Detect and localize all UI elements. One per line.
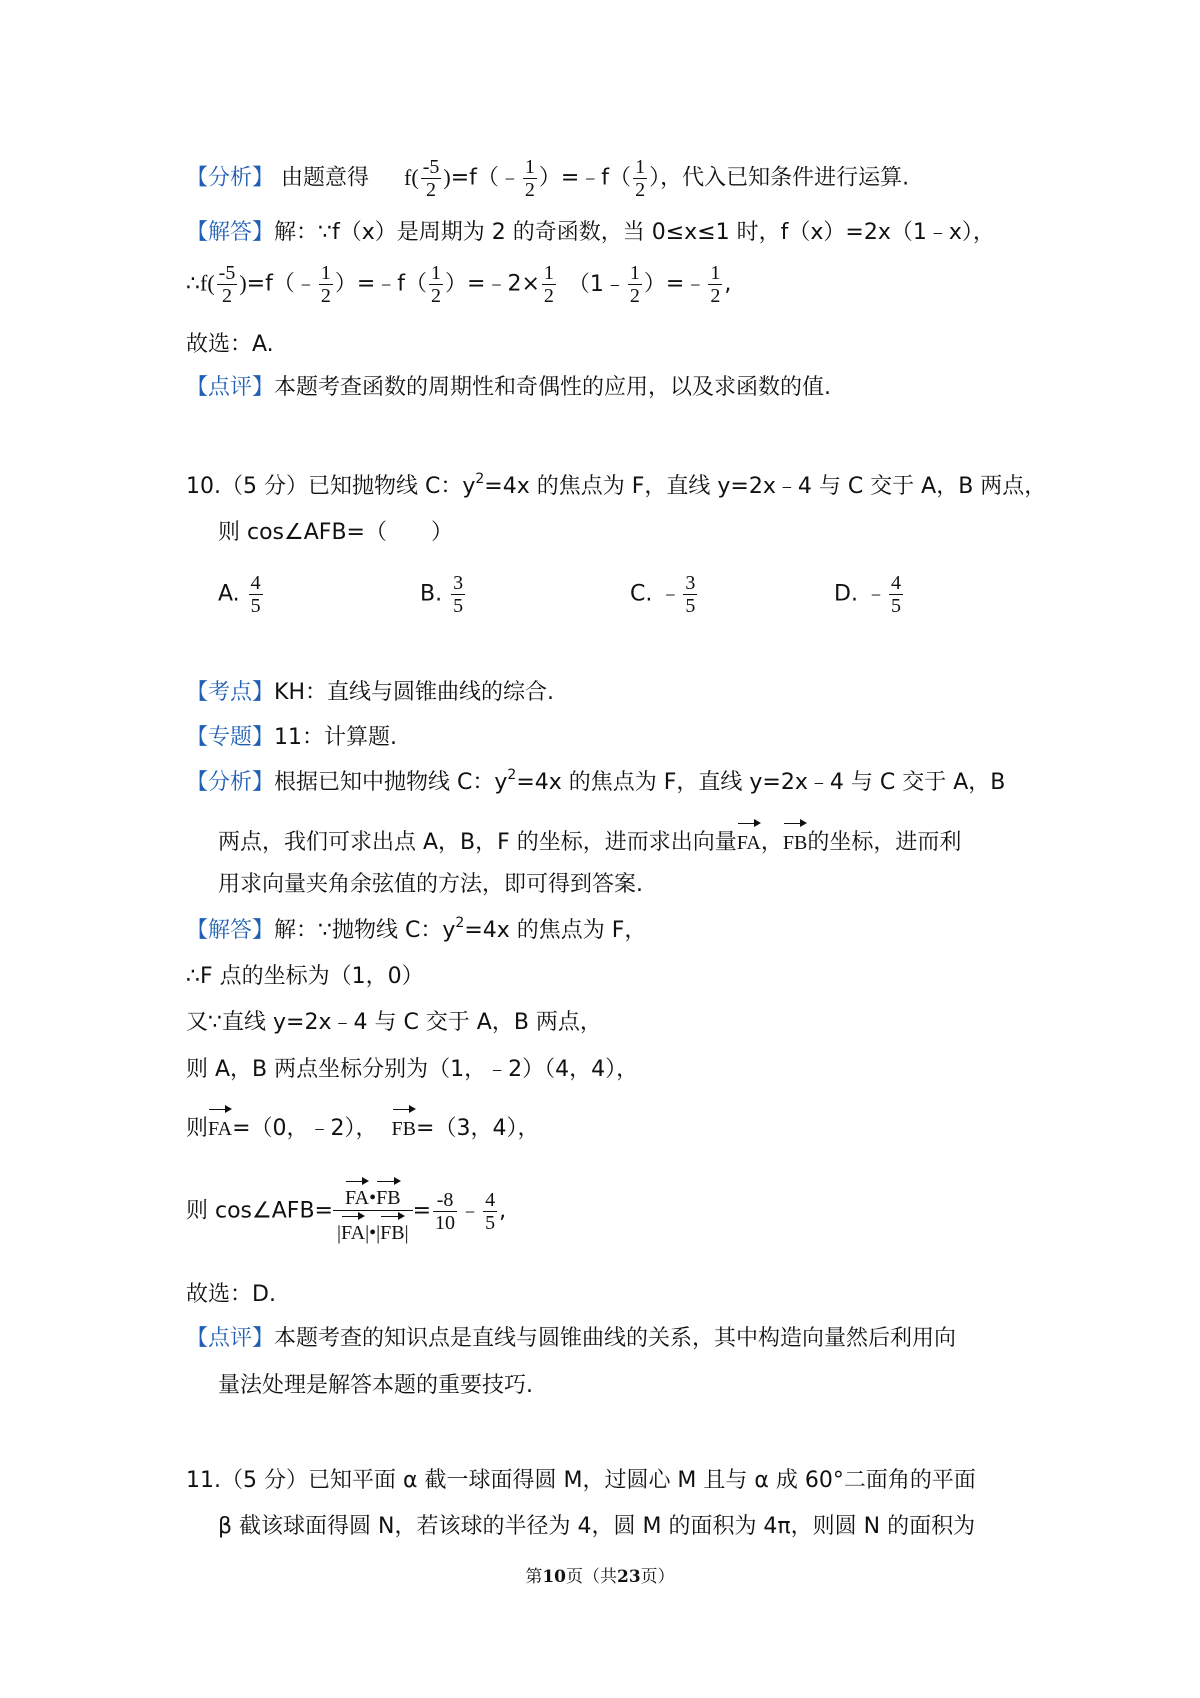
q9-answer-line-2: ∴f( $\frac{-5}{2}$ )=f（﹣ $\frac{1}{2}$ ）=﹣f（ $\frac{1}{2}$ ）=﹣2× $\frac{1}{2}$ （1﹣ $\frac{1}{2}$ ）=﹣ $\frac{1}{2}$ , (186, 262, 732, 307)
fraction: $\frac{1}{2}$ (431, 262, 442, 307)
option-d[interactable]: D. ﹣ $\frac{4}{5}$ (834, 572, 901, 617)
fraction: $\frac{1}{2}$ (524, 156, 535, 201)
q10-kaodian-line: 【考点】KH：直线与圆锥曲线的综合. (186, 680, 554, 705)
q11-stem-line-2: β 截该球面得圆 N，若该球的半径为 4，圆 M 的面积为 4π，则圆 N 的面积为 (218, 1514, 976, 1539)
func-f: f (404, 164, 412, 190)
fraction: $\frac{-5}{2}$ (422, 156, 440, 201)
page-total: 23 (617, 1567, 641, 1587)
answer-tag: 【解答】 (186, 220, 275, 245)
analysis-text: 由题意得 (281, 165, 370, 191)
analysis-tag: 【分析】 (186, 165, 275, 191)
q9-choose: 故选：A. (186, 332, 274, 357)
q11-stem-line-1: 11.（5 分）已知平面 α 截一球面得圆 M，过圆心 M 且与 α 成 60°二面角的平面 (186, 1468, 976, 1493)
q10-review-line-1: 【点评】本题考查的知识点是直线与圆锥曲线的关系，其中构造向量然后利用向 (186, 1326, 957, 1351)
answer-tag: 【解答】 (186, 918, 275, 943)
vector-fa: FA (208, 1106, 232, 1144)
vector-fa: FA (737, 820, 761, 858)
q10-answer-line-3: 又∵直线 y=2x﹣4 与 C 交于 A，B 两点， (186, 1010, 602, 1035)
q10-choose: 故选：D. (186, 1282, 276, 1307)
page-number: 10 (542, 1567, 566, 1587)
page-footer: 第10页（共23页） (525, 1567, 675, 1587)
review-tag: 【点评】 (186, 1326, 275, 1351)
cosine-fraction: $\frac{FA•FB}{|FA|•|FB|}$ (333, 1178, 413, 1245)
fraction: $\frac{1}{2}$ (629, 262, 640, 307)
review-tag: 【点评】 (186, 375, 275, 400)
fraction: $\frac{1}{2}$ (635, 156, 646, 201)
q10-zhuanti-line: 【专题】11：计算题. (186, 725, 398, 750)
analysis-tag: 【分析】 (186, 770, 275, 795)
fraction: $\frac{1}{2}$ (710, 262, 721, 307)
fraction: $\frac{-5}{2}$ (218, 262, 236, 307)
fraction: $\frac{1}{2}$ (543, 262, 554, 307)
q10-stem-line-1: 10.（5 分）已知抛物线 C：$y^2=4x$ 的焦点为 F，直线 y=2x﹣4 与 C 交于 A，B 两点， (186, 471, 1047, 499)
option-b[interactable]: B. $\frac{3}{5}$ (420, 572, 464, 617)
q10-stem-line-2: 则 cos∠AFB=（ ） (218, 520, 453, 545)
q9-answer-line-1: 【解答】解：∵f（x）是周期为 2 的奇函数，当 0≤x≤1 时，f（x）=2x（1﹣x）， (186, 220, 995, 245)
zhuanti-tag: 【专题】 (186, 725, 275, 750)
q10-answer-line-2: ∴F 点的坐标为（1，0） (186, 964, 424, 989)
q10-analysis-line-1: 【分析】根据已知中抛物线 C：$y^2=4x$ 的焦点为 F，直线 y=2x﹣4 与 C 交于 A，B (186, 767, 1006, 795)
q10-review-line-2: 量法处理是解答本题的重要技巧. (218, 1373, 533, 1398)
q10-answer-line-5: 则FA=（0，﹣2）， FB=（3，4）， (186, 1106, 539, 1144)
fraction: $\frac{1}{2}$ (320, 262, 331, 307)
kaodian-tag: 【考点】 (186, 680, 275, 705)
q10-analysis-line-2: 两点，我们可求出点 A，B，F 的坐标，进而求出向量FA，FB的坐标，进而利 (218, 820, 961, 858)
option-c[interactable]: C. ﹣ $\frac{3}{5}$ (630, 572, 696, 617)
option-a[interactable]: A. $\frac{4}{5}$ (218, 572, 261, 617)
q9-analysis-line: 【分析】 由题意得 f( $\frac{-5}{2}$ )=f（﹣ $\frac{1}{2}$ ）=﹣f（ $\frac{1}{2}$ ），代入已知条件进行运算. (186, 156, 910, 201)
q10-answer-line-6: 则 cos∠AFB= $\frac{FA•FB}{|FA|•|FB|}$ = $\frac{-8}{10}$ ﹣ $\frac{4}{5}$ , (186, 1178, 506, 1245)
vector-fb: FB (783, 820, 807, 858)
vector-fb: FB (392, 1106, 416, 1144)
q9-review-line: 【点评】本题考查函数的周期性和奇偶性的应用，以及求函数的值. (186, 375, 832, 400)
q10-answer-line-4: 则 A，B 两点坐标分别为（1，﹣2）（4，4）， (186, 1057, 639, 1082)
q10-analysis-line-3: 用求向量夹角余弦值的方法，即可得到答案. (218, 872, 643, 897)
q10-answer-line-1: 【解答】解：∵抛物线 C：$y^2=4x$ 的焦点为 F， (186, 915, 647, 943)
